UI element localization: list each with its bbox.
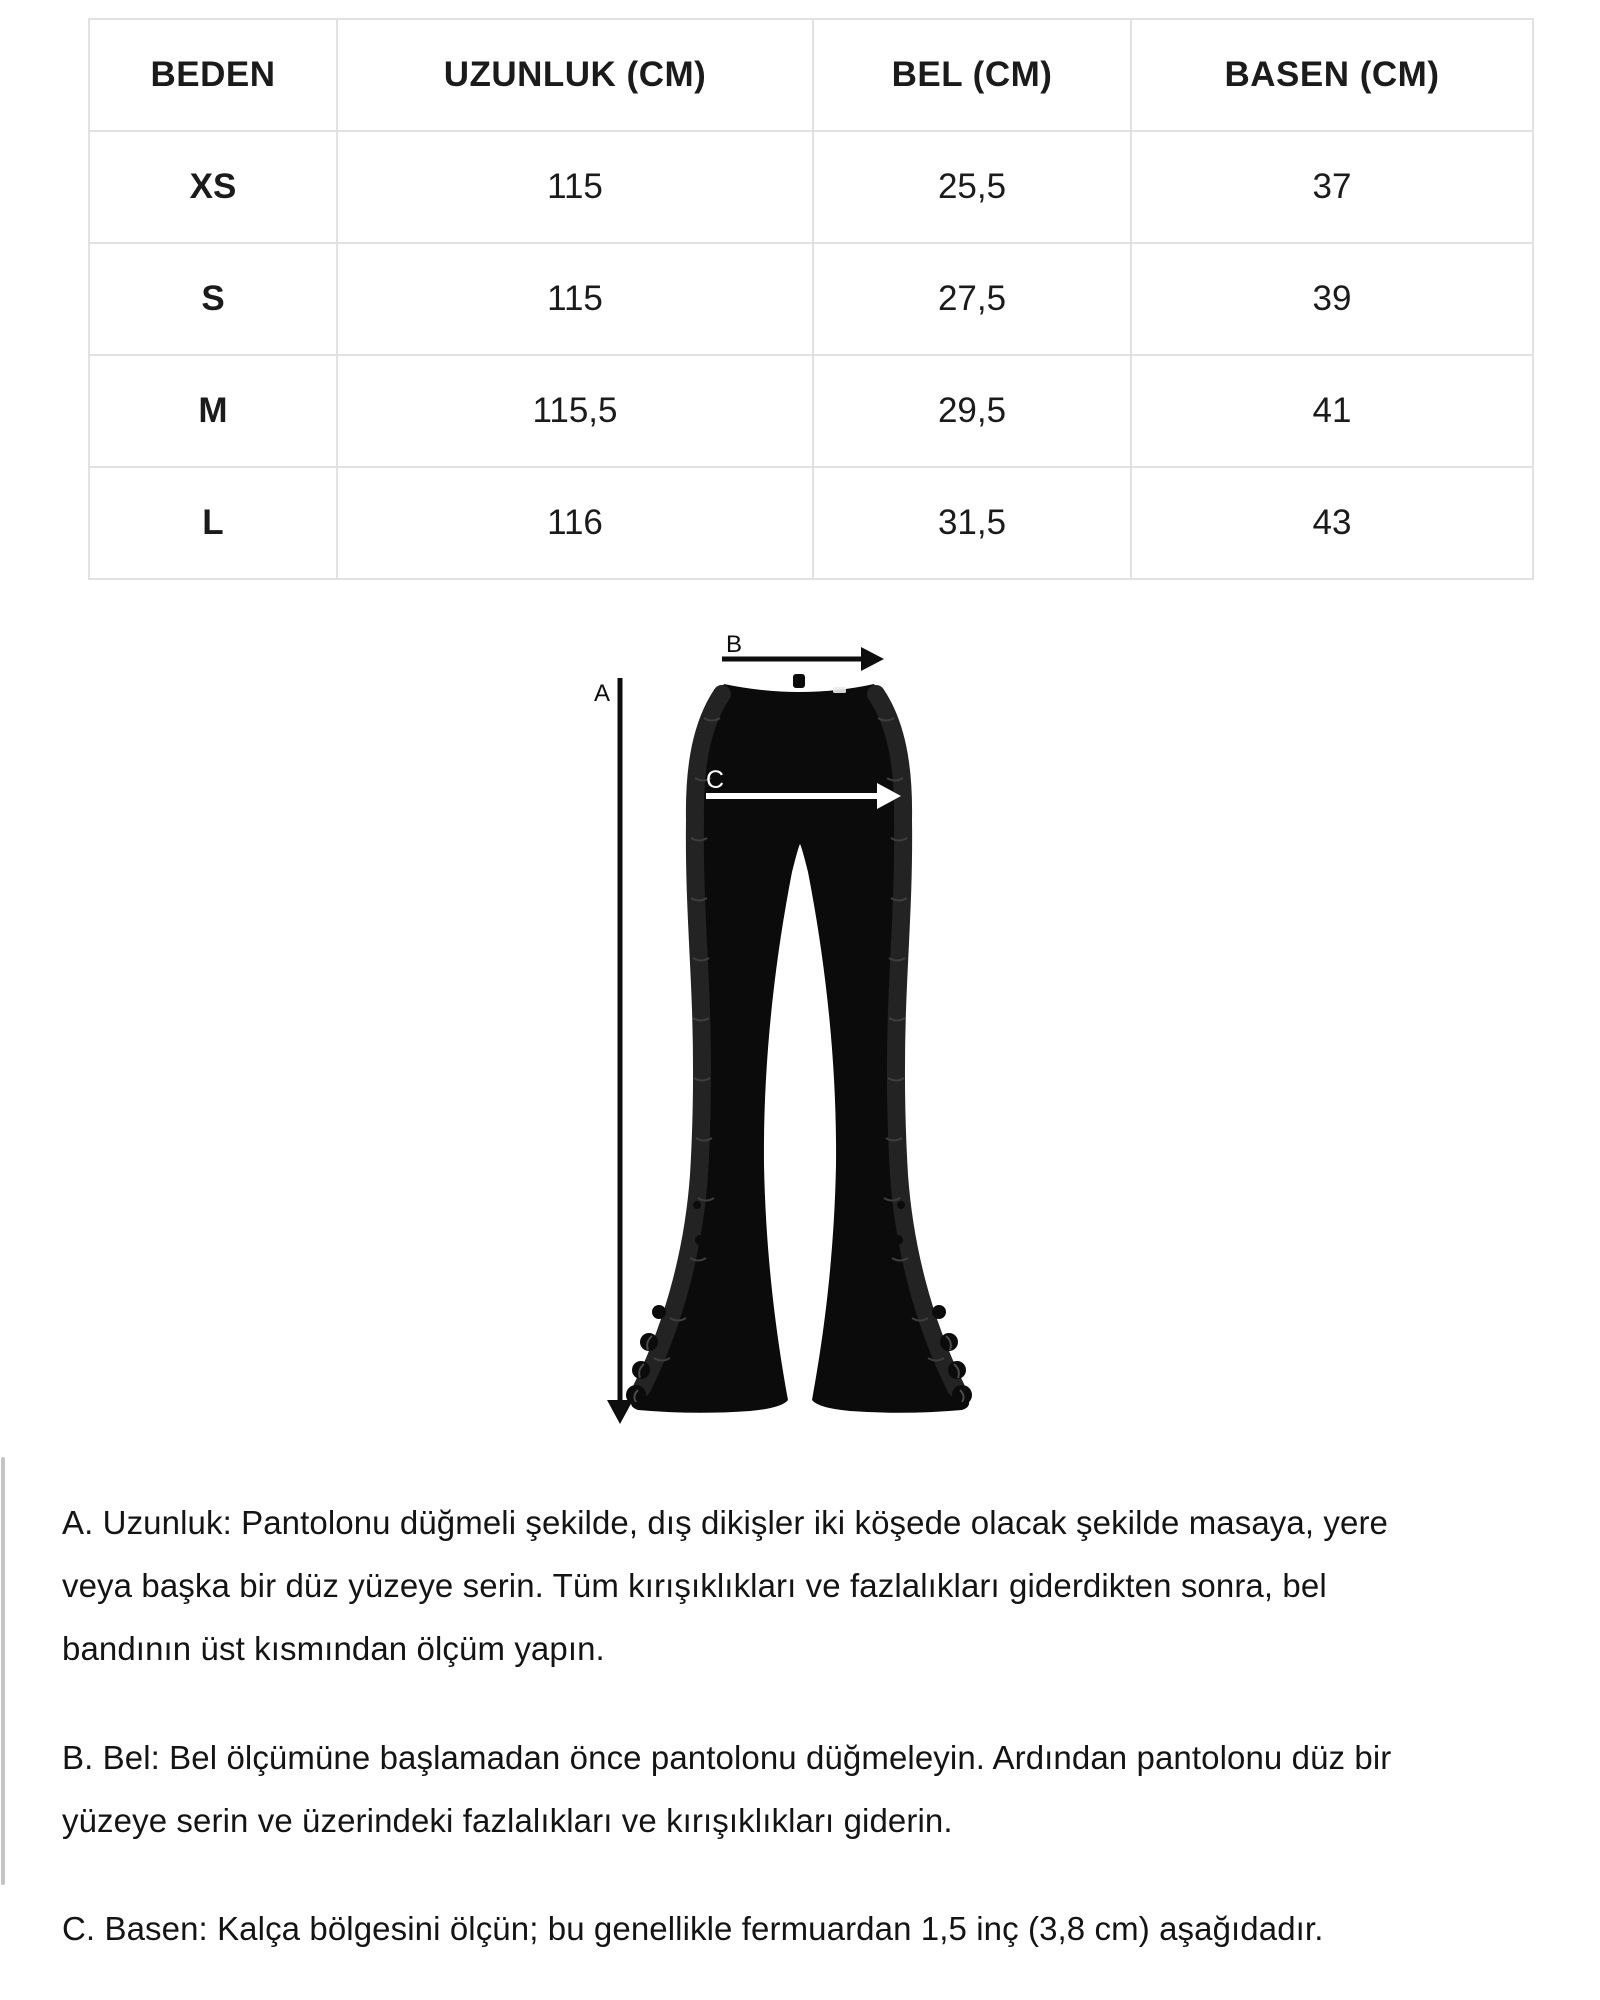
- cell-bel: 27,5: [813, 243, 1131, 355]
- cell-basen: 39: [1131, 243, 1533, 355]
- table-row-s: [89, 243, 1533, 355]
- waistband-logo: [833, 687, 846, 693]
- label-b: B: [726, 631, 743, 658]
- instruction-basen: [62, 1897, 1552, 1960]
- measurement-diagram: [555, 625, 1005, 1435]
- arrow-right-icon: [861, 647, 884, 671]
- cell-basen: 37: [1131, 131, 1533, 243]
- instruction-line: bandının üst kısmından ölçüm yapın.: [62, 1630, 605, 1667]
- cell-bel: 25,5: [813, 131, 1131, 243]
- cell-basen: 41: [1131, 355, 1533, 467]
- cell-uzunluk: 115: [337, 131, 813, 243]
- size-chart-table: [88, 18, 1534, 580]
- instruction-uzunluk: [62, 1491, 1552, 1680]
- instruction-line: C. Basen: Kalça bölgesini ölçün; bu genellikle fermuardan 1,5 inç (3,8 cm) aşağıdadır.: [62, 1910, 1324, 1947]
- cell-size: S: [89, 243, 337, 355]
- flared-pants-silhouette-icon: [626, 674, 972, 1413]
- cell-size: M: [89, 355, 337, 467]
- header-row: [89, 19, 1533, 131]
- length-arrow-a: [594, 678, 633, 1424]
- cell-bel: 29,5: [813, 355, 1131, 467]
- column-header-beden: BEDEN: [89, 19, 337, 131]
- label-a: A: [594, 680, 611, 707]
- arrow-down-icon: [607, 1400, 633, 1424]
- column-header-bel: BEL (CM): [813, 19, 1131, 131]
- instruction-bel: [62, 1726, 1552, 1852]
- instruction-line: yüzeye serin ve üzerindeki fazlalıkları ve kırışıklıkları giderin.: [62, 1802, 953, 1839]
- cell-uzunluk: 115,5: [337, 355, 813, 467]
- waist-arrow-b: [722, 631, 884, 671]
- cell-bel: 31,5: [813, 467, 1131, 579]
- table-row-m: [89, 355, 1533, 467]
- cell-size: L: [89, 467, 337, 579]
- instruction-line: B. Bel: Bel ölçümüne başlamadan önce pantolonu düğmeleyin. Ardından pantolonu düz bir: [62, 1739, 1392, 1776]
- instruction-line: veya başka bir düz yüzeye serin. Tüm kırışıklıkları ve fazlalıkları giderdikten sonra, bel: [62, 1567, 1327, 1604]
- column-header-uzunluk: UZUNLUK (CM): [337, 19, 813, 131]
- scrollbar-thumb[interactable]: [1, 1457, 5, 1885]
- cell-uzunluk: 116: [337, 467, 813, 579]
- column-header-basen: BASEN (CM): [1131, 19, 1533, 131]
- cell-basen: 43: [1131, 467, 1533, 579]
- zipper-tab: [793, 674, 805, 688]
- table-row-xs: [89, 131, 1533, 243]
- instruction-line: A. Uzunluk: Pantolonu düğmeli şekilde, dış dikişler iki köşede olacak şekilde masaya, yere: [62, 1504, 1388, 1541]
- cell-uzunluk: 115: [337, 243, 813, 355]
- cell-size: XS: [89, 131, 337, 243]
- table-row-l: [89, 467, 1533, 579]
- label-c: C: [706, 766, 725, 794]
